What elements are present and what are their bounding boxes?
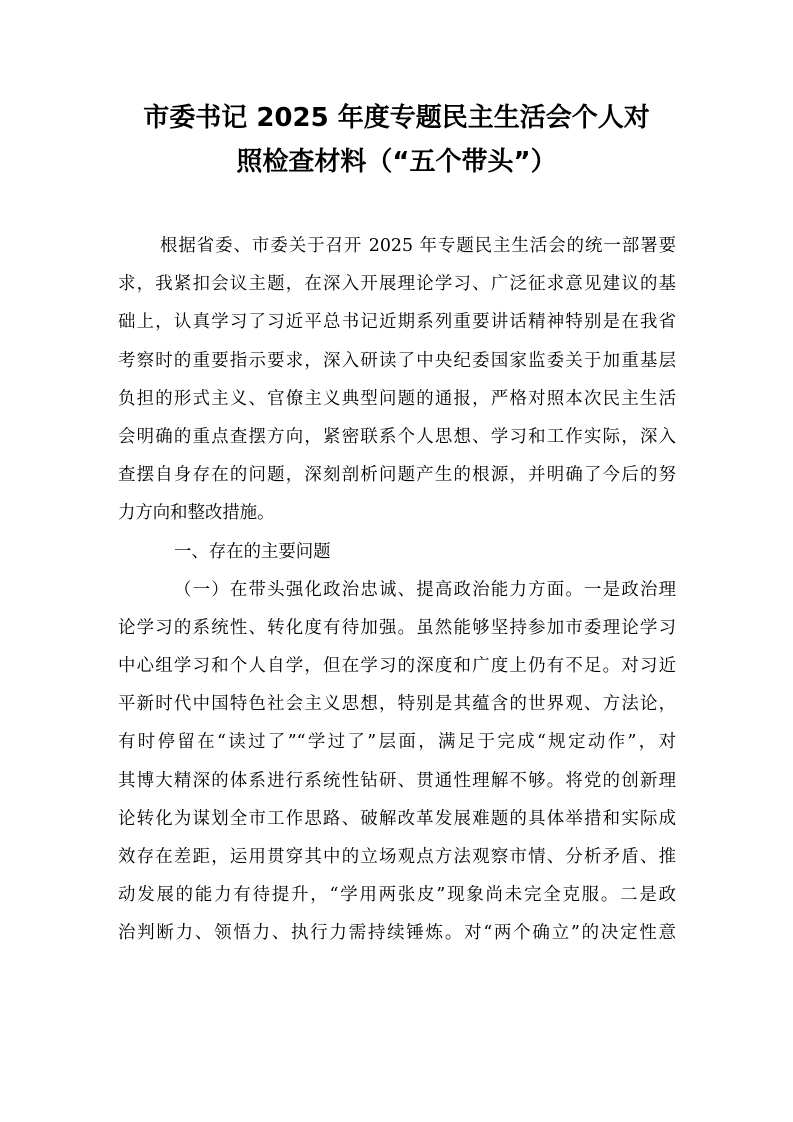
text-line: 会明确的重点查摆方向，紧密联系个人思想、学习和工作实际，深入	[118, 426, 676, 447]
title-line: 市委书记 2025 年度专题民主生活会个人对	[143, 103, 650, 133]
text-line: 负担的形式主义、官僚主义典型问题的通报，严格对照本次民主生活	[118, 388, 676, 409]
problem-paragraph	[118, 571, 676, 953]
document-body	[118, 227, 676, 953]
text-line: 平新时代中国特色社会主义思想，特别是其蕴含的世界观、方法论，	[118, 694, 676, 715]
text-line: 效存在差距，运用贯穿其中的立场观点方法观察市情、分析矛盾、推	[118, 847, 676, 867]
text-line: 论转化为谋划全市工作思路、破解改革发展难题的具体举措和实际成	[118, 808, 676, 829]
text-line: 治判断力、领悟力、执行力需持续锤炼。对“两个确立”的决定性意	[118, 923, 676, 944]
text-line: 求，我紧扣会议主题，在深入开展理论学习、广泛征求意见建议的基	[118, 274, 676, 295]
text-line: 动发展的能力有待提升，“学用两张皮”现象尚未完全克服。二是政	[118, 885, 676, 906]
text-line: 其博大精深的体系进行系统性钻研、贯通性理解不够。将党的创新理	[118, 770, 676, 791]
section-heading: 一、存在的主要问题	[174, 541, 331, 562]
text-line: （一）在带头强化政治忠诚、提高政治能力方面。一是政治理	[174, 579, 676, 600]
text-line: 根据省委、市委关于召开 2025 年专题民主生活会的统一部署要	[160, 236, 676, 256]
text-line: 力方向和整改措施。	[118, 503, 275, 524]
intro-paragraph	[118, 227, 676, 533]
text-line: 论学习的系统性、转化度有待加强。虽然能够坚持参加市委理论学习	[118, 617, 676, 638]
text-line: 础上，认真学习了习近平总书记近期系列重要讲话精神特别是在我省	[118, 312, 676, 333]
document-title	[60, 96, 733, 184]
title-line: 照检查材料（“五个带头”）	[236, 147, 557, 177]
text-line: 有时停留在“读过了”“学过了”层面，满足于完成“规定动作”，对	[118, 732, 676, 753]
text-line: 中心组学习和个人自学，但在学习的深度和广度上仍有不足。对习近	[118, 656, 676, 677]
text-line: 考察时的重要指示要求，深入研读了中央纪委国家监委关于加重基层	[118, 350, 676, 371]
text-line: 查摆自身存在的问题，深刻剖析问题产生的根源，并明确了今后的努	[118, 465, 676, 486]
